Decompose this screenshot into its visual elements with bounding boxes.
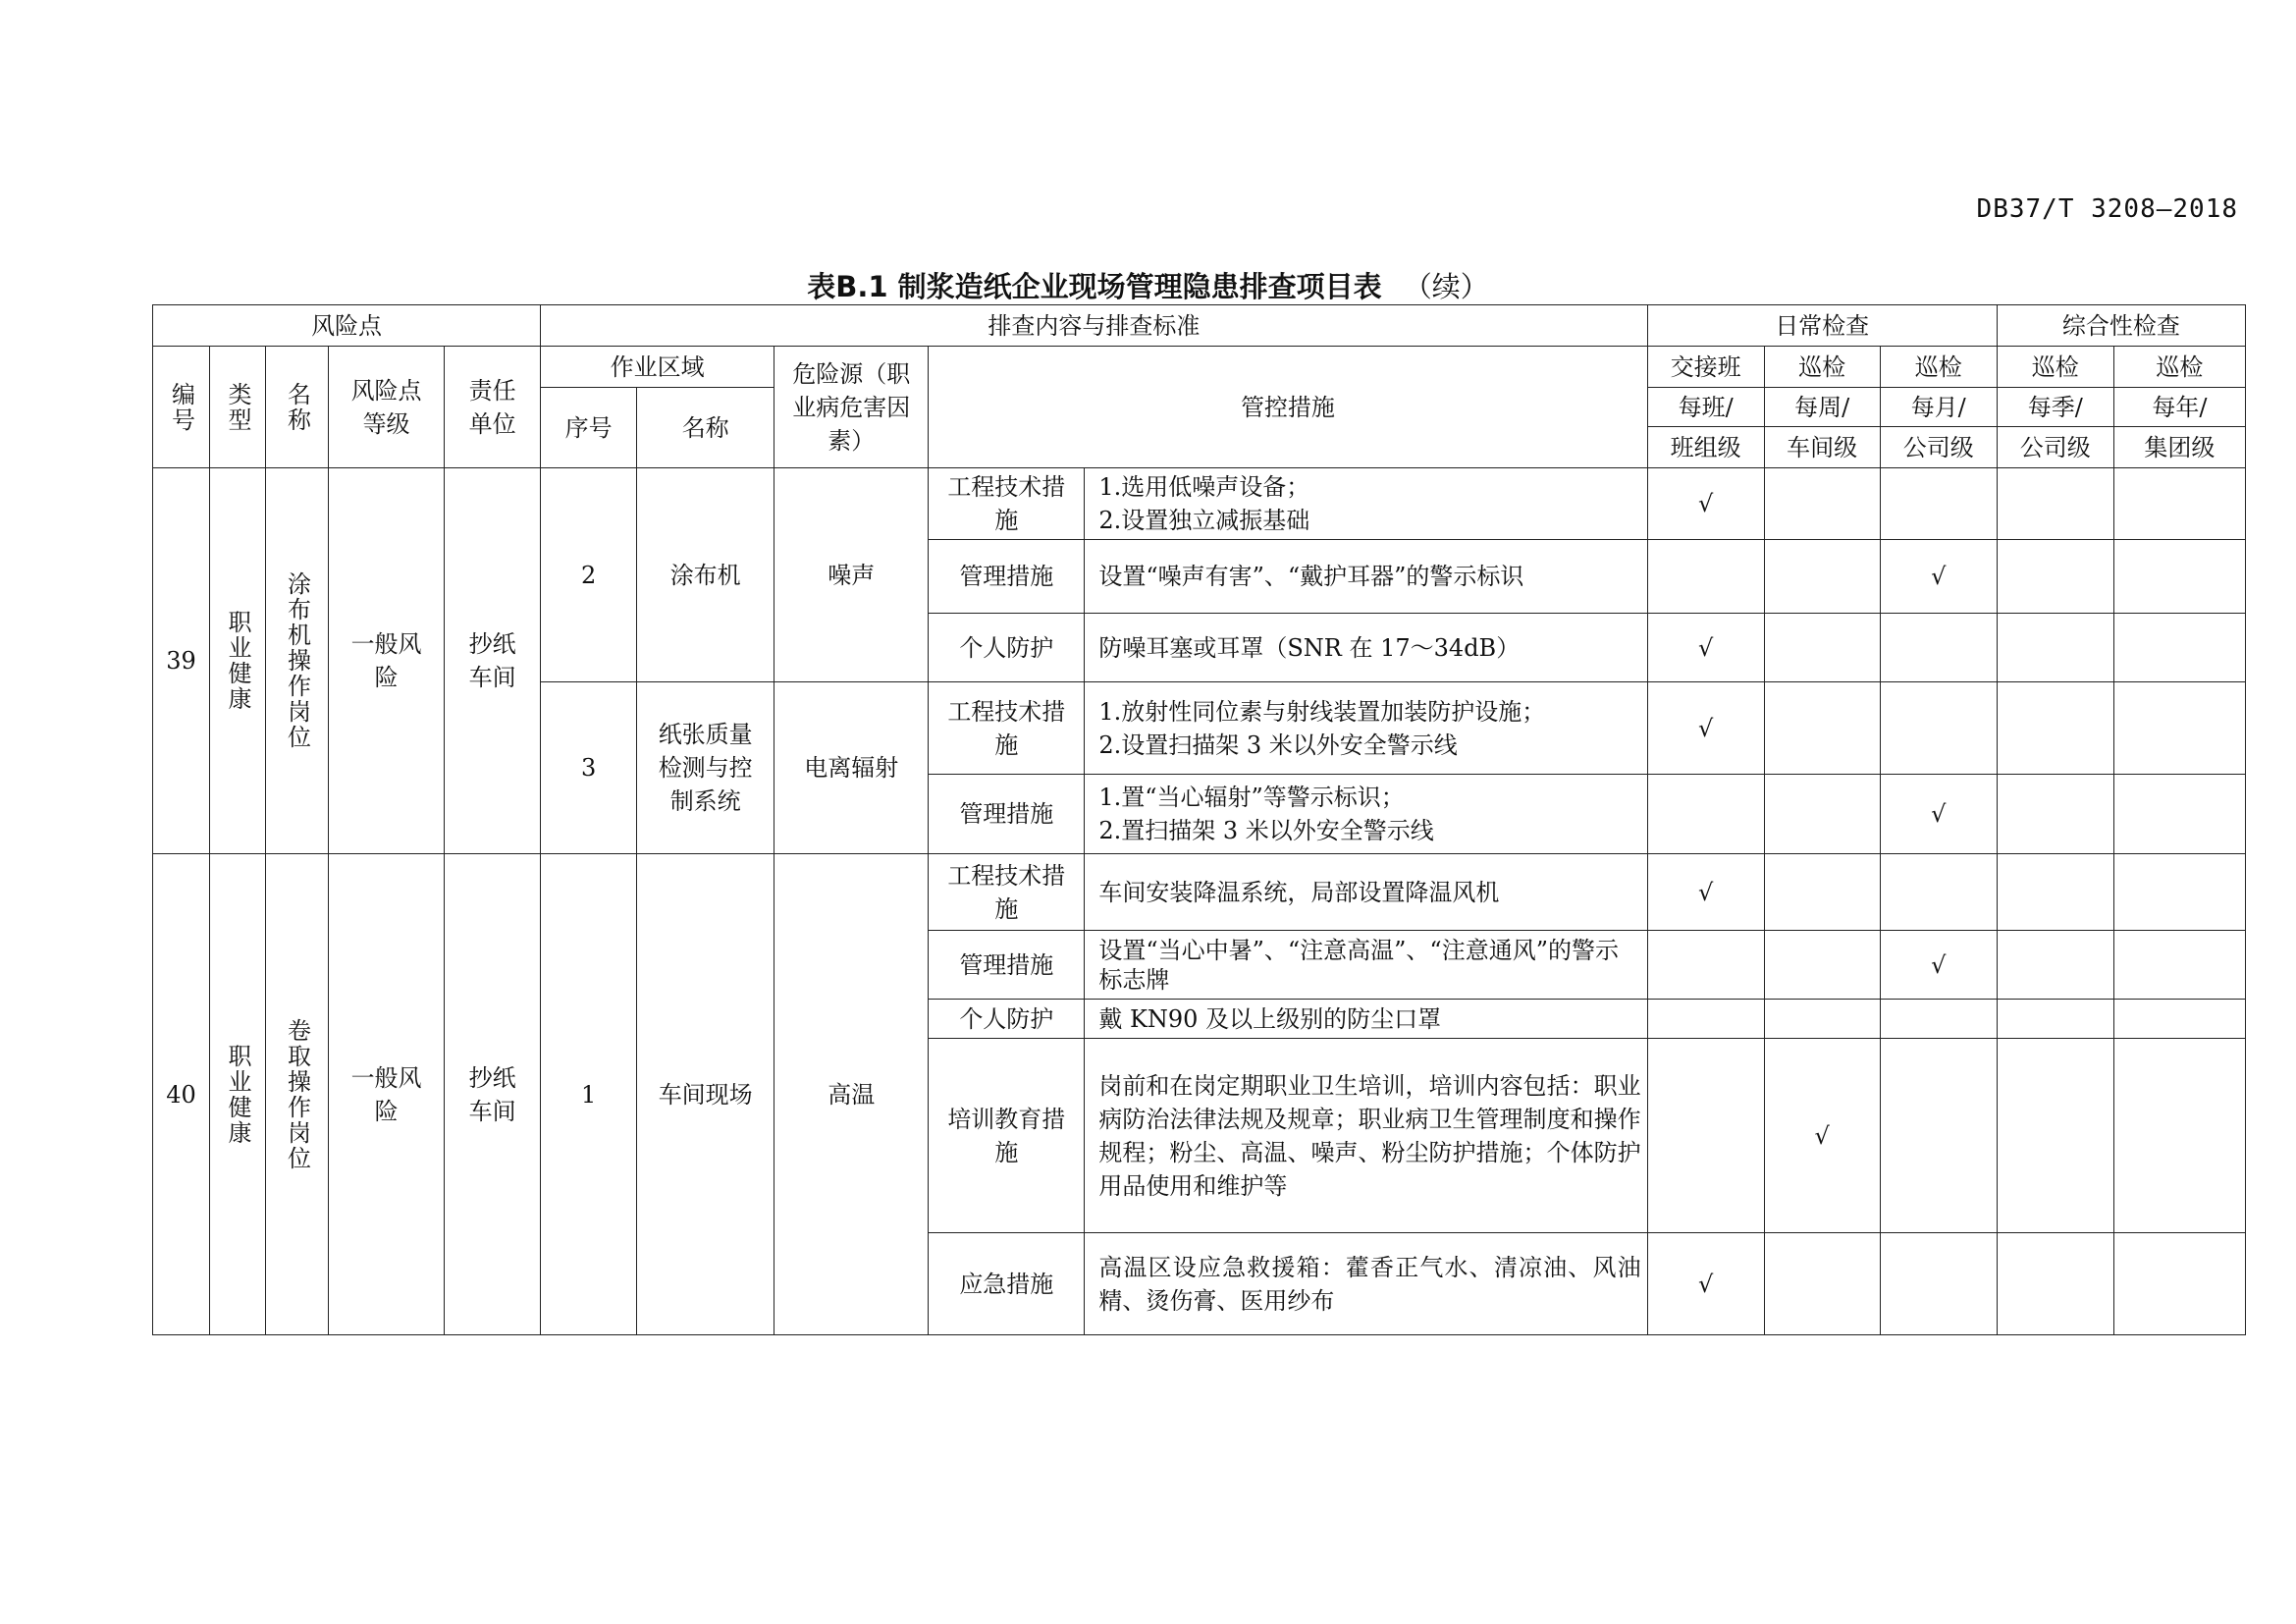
measure-text: 设置“当心中暑”、“注意高温”、“注意通风”的警示标志牌 — [1085, 931, 1647, 1000]
hazard-check-table — [152, 304, 2246, 1335]
comprehensive-check-header: 综合性检查 — [1997, 305, 2245, 347]
continued-label: （续） — [1403, 270, 1489, 303]
measure-text: 防噪耳塞或耳罩（SNR 在 17～34dB） — [1085, 614, 1647, 682]
empty-cell — [1764, 1233, 1880, 1335]
check-mark: √ — [1880, 931, 1997, 1000]
freq5-header-c: 集团级 — [2113, 427, 2245, 468]
measure-category: 工程技术措施 — [929, 854, 1085, 931]
table-caption — [0, 265, 2296, 305]
empty-cell — [1647, 931, 1764, 1000]
freq3-header-b: 每月/ — [1880, 388, 1997, 427]
check-mark: √ — [1647, 1233, 1764, 1335]
col-type-header: 类型 — [210, 347, 266, 468]
empty-cell — [1880, 1233, 1997, 1335]
freq2-header-c: 车间级 — [1764, 427, 1880, 468]
record-39-area1-name: 涂布机 — [637, 468, 774, 682]
risk-point-header: 风险点 — [153, 305, 541, 347]
measure-category: 管理措施 — [929, 931, 1085, 1000]
empty-cell — [1647, 1039, 1764, 1233]
empty-cell — [1880, 614, 1997, 682]
empty-cell — [1880, 854, 1997, 931]
empty-cell — [1764, 1000, 1880, 1039]
freq5-header-a: 巡检 — [2113, 347, 2245, 388]
measure-text: 1.放射性同位素与射线装置加装防护设施； 2.设置扫描架 3 米以外安全警示线 — [1085, 682, 1647, 775]
empty-cell — [1764, 614, 1880, 682]
col-name-header: 名称 — [266, 347, 329, 468]
col-unit-header: 责任单位 — [445, 347, 541, 468]
empty-cell — [1997, 540, 2113, 614]
empty-cell — [1997, 682, 2113, 775]
header-row-2 — [153, 347, 2246, 388]
freq4-header-c: 公司级 — [1997, 427, 2113, 468]
record-40-unit: 抄纸车间 — [445, 854, 541, 1335]
record-40-type: 职业健康 — [210, 854, 266, 1335]
measure-text: 1.置“当心辐射”等警示标识； 2.置扫描架 3 米以外安全警示线 — [1085, 775, 1647, 854]
control-header: 管控措施 — [929, 347, 1647, 468]
measure-category: 管理措施 — [929, 775, 1085, 854]
empty-cell — [2113, 1000, 2245, 1039]
empty-cell — [1880, 468, 1997, 540]
record-40-area-name: 车间现场 — [637, 854, 774, 1335]
freq1-header-b: 每班/ — [1647, 388, 1764, 427]
empty-cell — [1997, 614, 2113, 682]
record-40-seq: 1 — [541, 854, 637, 1335]
empty-cell — [2113, 854, 2245, 931]
measure-category: 工程技术措施 — [929, 682, 1085, 775]
empty-cell — [1997, 854, 2113, 931]
freq3-header-a: 巡检 — [1880, 347, 1997, 388]
record-39-area2-seq: 3 — [541, 682, 637, 854]
col-level-header: 风险点等级 — [329, 347, 445, 468]
measure-category: 管理措施 — [929, 540, 1085, 614]
empty-cell — [2113, 540, 2245, 614]
table-row — [153, 468, 2246, 540]
empty-cell — [1997, 1000, 2113, 1039]
measure-text: 高温区设应急救援箱：藿香正气水、清凉油、风油精、烫伤膏、医用纱布 — [1085, 1233, 1647, 1335]
check-mark: √ — [1647, 854, 1764, 931]
freq1-header-a: 交接班 — [1647, 347, 1764, 388]
measure-text: 设置“噪声有害”、“戴护耳器”的警示标识 — [1085, 540, 1647, 614]
empty-cell — [1880, 1000, 1997, 1039]
empty-cell — [2113, 614, 2245, 682]
empty-cell — [1997, 1039, 2113, 1233]
record-40-hazard: 高温 — [774, 854, 929, 1335]
record-39-area2-name: 纸张质量检测与控制系统 — [637, 682, 774, 854]
check-mark: √ — [1880, 775, 1997, 854]
empty-cell — [2113, 1039, 2245, 1233]
empty-cell — [1647, 775, 1764, 854]
empty-cell — [1997, 1233, 2113, 1335]
measure-text: 戴 KN90 及以上级别的防尘口罩 — [1085, 1000, 1647, 1039]
empty-cell — [1764, 468, 1880, 540]
record-39-name: 涂布机操作岗位 — [266, 468, 329, 854]
check-mark: √ — [1880, 540, 1997, 614]
freq5-header-b: 每年/ — [2113, 388, 2245, 427]
empty-cell — [1647, 540, 1764, 614]
empty-cell — [1647, 1000, 1764, 1039]
freq2-header-a: 巡检 — [1764, 347, 1880, 388]
record-39-type: 职业健康 — [210, 468, 266, 854]
col-no-header: 编号 — [153, 347, 210, 468]
measure-category: 个人防护 — [929, 614, 1085, 682]
check-mark: √ — [1764, 1039, 1880, 1233]
record-39-area2-hazard: 电离辐射 — [774, 682, 929, 854]
record-39-area1-hazard: 噪声 — [774, 468, 929, 682]
empty-cell — [1997, 775, 2113, 854]
empty-cell — [2113, 1233, 2245, 1335]
area-name-header: 名称 — [637, 388, 774, 468]
empty-cell — [1880, 682, 1997, 775]
record-39-area1-seq: 2 — [541, 468, 637, 682]
check-mark: √ — [1647, 468, 1764, 540]
record-40-no: 40 — [153, 854, 210, 1335]
freq2-header-b: 每周/ — [1764, 388, 1880, 427]
check-mark: √ — [1647, 682, 1764, 775]
record-40-level: 一般风险 — [329, 854, 445, 1335]
header-row-1 — [153, 305, 2246, 347]
empty-cell — [1764, 775, 1880, 854]
measure-category: 工程技术措施 — [929, 468, 1085, 540]
empty-cell — [2113, 775, 2245, 854]
empty-cell — [2113, 931, 2245, 1000]
empty-cell — [1764, 931, 1880, 1000]
measure-category: 个人防护 — [929, 1000, 1085, 1039]
record-40-name: 卷取操作岗位 — [266, 854, 329, 1335]
empty-cell — [1880, 1039, 1997, 1233]
freq3-header-c: 公司级 — [1880, 427, 1997, 468]
seq-header: 序号 — [541, 388, 637, 468]
empty-cell — [2113, 682, 2245, 775]
record-39-unit: 抄纸车间 — [445, 468, 541, 854]
record-39-no: 39 — [153, 468, 210, 854]
measure-category: 应急措施 — [929, 1233, 1085, 1335]
empty-cell — [1997, 468, 2113, 540]
empty-cell — [1764, 540, 1880, 614]
freq1-header-c: 班组级 — [1647, 427, 1764, 468]
daily-check-header: 日常检查 — [1647, 305, 1997, 347]
check-content-header: 排查内容与排查标准 — [541, 305, 1647, 347]
measure-text: 车间安装降温系统，局部设置降温风机 — [1085, 854, 1647, 931]
measure-text: 岗前和在岗定期职业卫生培训，培训内容包括：职业病防治法律法规及规章；职业病卫生管理制度和操作规程；粉尘、高温、噪声、粉尘防护措施；个体防护用品使用和维护等 — [1085, 1039, 1647, 1233]
measure-text: 1.选用低噪声设备； 2.设置独立减振基础 — [1085, 468, 1647, 540]
freq4-header-a: 巡检 — [1997, 347, 2113, 388]
table-title: 表B.1 制浆造纸企业现场管理隐患排查项目表 — [807, 270, 1382, 303]
freq4-header-b: 每季/ — [1997, 388, 2113, 427]
empty-cell — [1764, 682, 1880, 775]
measure-category: 培训教育措施 — [929, 1039, 1085, 1233]
hazard-header: 危险源（职业病危害因素） — [774, 347, 929, 468]
record-39-level: 一般风险 — [329, 468, 445, 854]
check-mark: √ — [1647, 614, 1764, 682]
table-row — [153, 854, 2246, 931]
empty-cell — [1997, 931, 2113, 1000]
document-number: DB37/T 3208—2018 — [1976, 194, 2238, 224]
work-area-header: 作业区域 — [541, 347, 774, 388]
empty-cell — [1764, 854, 1880, 931]
empty-cell — [2113, 468, 2245, 540]
